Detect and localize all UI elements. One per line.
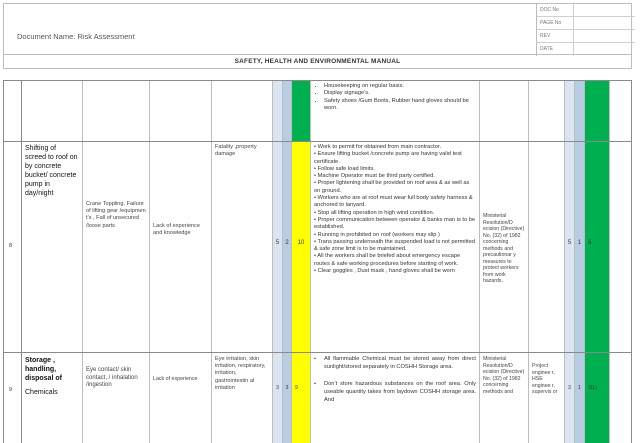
cell-residual-risk [585,142,610,353]
control-item: • Proper lightening shall be provided on roof area & as well as on ground. [314,180,470,194]
cell-controls [311,353,480,443]
control-item: • Trans passing underneath the suspended load is not permitted & safe zone limit is to be maintained. [314,238,476,253]
cause-text: Lack of experience and knowledge [153,223,200,237]
residual-severity-value: 1 [577,240,582,246]
cell-residual-severity [575,142,585,353]
control-item: • All the workers shall be briefed about emergency escape routes & safe working procedures before starting of work. [314,253,461,267]
table-row-continuation [3,80,632,142]
consequence-text: Fatality ,property damage [215,144,257,158]
cell-remarks [610,81,632,142]
likelihood-value: 5 [275,240,280,246]
residual-risk-value: 5 [588,240,592,246]
cell-activity [22,81,83,142]
meta-row-doc-no [537,4,635,17]
cell-no [3,142,22,353]
legal-reference: Ministerial Resolution/D ecision (Directive) No. (32) of 1982 concerning methods and precautionar y measures to protect workers from work hazards. [483,213,525,284]
cell-risk-rating [292,142,311,353]
meta-label: PAGE No [537,17,574,29]
cell-remarks [610,353,632,443]
header-box [3,3,632,55]
control-item: • Clear goggles , Dust mask , hand gloves shall be worn [314,268,455,275]
residual-severity-value: 1 [578,385,581,391]
row-number: 8 [9,243,13,249]
residual-risk-value: 3(L) [588,385,597,391]
likelihood-value: 3 [276,385,279,391]
residual-likelihood-value: 3 [568,385,571,391]
cell-responsibility [529,81,565,142]
meta-label: REV [537,30,574,42]
cell-severity [283,81,292,142]
control-item: • Machine Operator must be third party certified. [314,173,435,180]
control-item: • All flammable Chemical must be stored away from direct sunlight/stored separately in COSHH Storage area. [314,356,476,371]
cell-legal [480,353,529,443]
activity-text: Shifting of screed to roof on by concrete bucket/ concrete pump in day/night [25,145,78,197]
cell-hazard [83,81,150,142]
cell-consequence [212,142,273,353]
severity-value: 2 [285,240,289,246]
hazard-text: Crane Toppling, Failure of lifting gear /equipmen t’s , Fall of unsecured /loose parts [86,201,146,229]
cell-cause [150,353,212,443]
document-header [3,3,633,69]
meta-row-page-no [537,17,635,30]
cell-cause [150,142,212,353]
residual-likelihood-value: 5 [567,240,572,246]
cell-residual-severity [575,353,585,443]
cell-residual-likelihood [565,81,575,142]
meta-label: DATE [537,43,574,56]
table-row-8 [3,141,632,353]
control-item: • Running in prohibited on roof (workers may slip ) [314,231,440,238]
risk-rating-value: 9 [295,385,298,391]
meta-value [574,17,635,29]
cell-residual-risk [585,353,610,443]
cell-legal [480,81,529,142]
cell-residual-likelihood [565,142,575,353]
control-item: • Proper communication between operator & banks man is to be established. [314,216,476,231]
meta-value [574,4,635,16]
risk-rating-value: 10 [297,240,305,246]
cell-severity [283,142,292,353]
control-item: • Housekeeping on regular basis. [324,83,476,90]
row-number: 9 [9,387,13,393]
meta-row-rev [537,30,635,43]
severity-value: 3 [285,385,289,391]
cell-likelihood [273,142,283,353]
cell-remarks [610,142,632,353]
cell-risk-rating [292,81,311,142]
control-item: • Workers who are at roof must wear full body safety harness & anchored to lanyard. [314,195,473,209]
cell-risk-rating [292,353,311,443]
cell-activity [22,353,83,443]
cell-controls [311,81,480,142]
cell-hazard [83,142,150,353]
control-item: • Work to permit for obtained from main contractor. [314,144,442,150]
cell-legal [480,142,529,353]
cell-no [3,81,22,142]
cell-activity [22,142,83,353]
cell-severity [283,353,292,443]
control-item: • Follow safe load limits. [314,165,375,172]
cell-residual-likelihood [565,353,575,443]
control-item: • Display signage’s. [324,90,476,97]
responsibility-text: Project enginee r, HSE enginee r, supervis or [532,363,558,395]
cell-residual-severity [575,81,585,142]
cell-likelihood [273,81,283,142]
hazard-text: Eye contact/ skin contact, / inhalation /ingestion [86,367,138,389]
control-item: • Ensure lifting bucket /concrete pump are having valid test certificate. [314,151,462,165]
cell-responsibility [529,142,565,353]
consequence-text: Eye irritation, skin irritation, respiratory, irritation, gastrointestin al irritation [215,356,266,391]
meta-value [574,30,635,42]
cell-no [3,353,22,443]
cell-hazard [83,353,150,443]
manual-title: SAFETY, HEALTH AND ENVIRONMENTAL MANUAL [3,55,632,69]
cell-residual-risk [585,81,610,142]
cell-controls [311,142,480,353]
cell-consequence [212,353,273,443]
control-item: • Safety shoes /Gum Boots, Rubber hand gloves should be worn. [324,98,476,113]
control-item: • Don’t store hazardous substances on the roof area. Only useable quantity takes from laydown COSHH storage area. And [314,380,476,404]
document-name: Document Name: Risk Assessment [17,32,135,41]
cause-text: Lack of experience [153,376,198,382]
legal-reference: Ministerial Resolution/D ecision (Directive) No. (32) of 1982 concerning methods and [483,356,525,395]
control-item: • Stop all lifting operation in high wind condition. [314,209,435,216]
cell-cause [150,81,212,142]
document-meta-table [536,4,635,56]
meta-label: DOC No [537,4,574,16]
activity-text: Storage , handling, disposal of Chemicals [25,357,62,396]
table-row-9 [3,352,632,443]
cell-responsibility [529,353,565,443]
cell-likelihood [273,353,283,443]
cell-consequence [212,81,273,142]
